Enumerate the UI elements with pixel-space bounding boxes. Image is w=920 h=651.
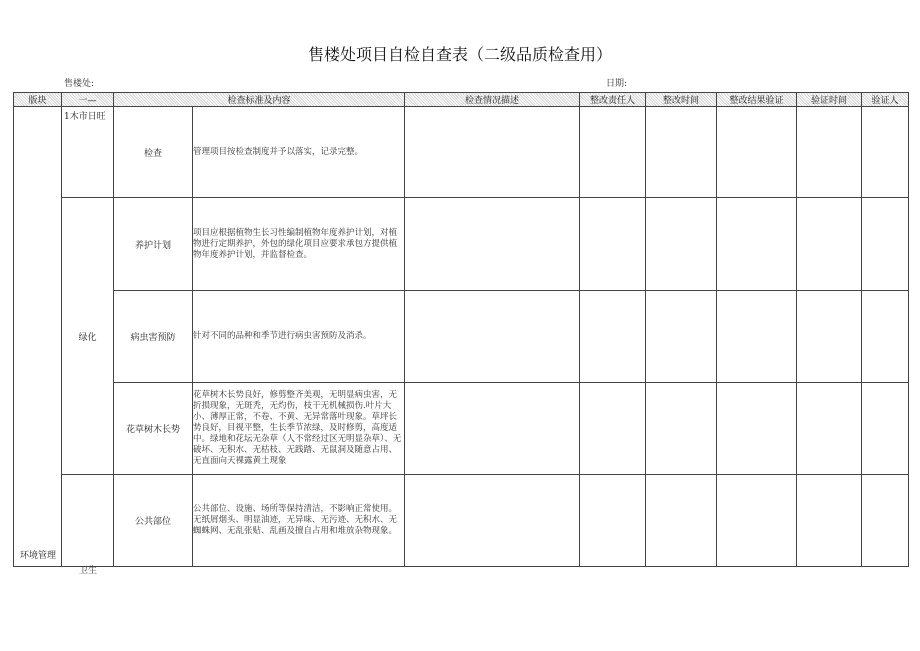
verifier-cell[interactable]: [862, 475, 909, 567]
header-responsible: 整改责任人: [580, 93, 646, 107]
verify-time-cell[interactable]: [797, 198, 862, 291]
result-cell[interactable]: [717, 383, 797, 475]
group-cell-inspection: [62, 107, 114, 198]
header-situation: 检查情况描述: [405, 93, 580, 107]
section-cell: [14, 107, 62, 567]
responsible-cell[interactable]: [580, 198, 646, 291]
header-section: 版块: [14, 93, 62, 107]
table-row: [14, 107, 909, 198]
table-row: [14, 198, 909, 291]
responsible-cell[interactable]: [580, 291, 646, 383]
verify-time-cell[interactable]: [797, 107, 862, 198]
header-result: 整改结果验证: [717, 93, 797, 107]
standard-cell: 花草树木长势良好，修剪整齐美观，无明显病虫害，无折损现象，无斑秃，无灼伤，枝干无机械损伤.叶片大小、薄厚正常，不卷、不黄、无异常落叶现象。草坪长势良好，目视平整，生长季节浓绿，及时修剪，高度适中。绿地和花坛无杂草（人不常经过区无明显杂草）、无破坏、无积水、无枯枝、无践踏、无鼠洞及随意占用、无直面向天裸露黄土现象: [193, 383, 405, 475]
verify-time-cell[interactable]: [797, 475, 862, 567]
result-cell[interactable]: [717, 475, 797, 567]
verify-time-cell[interactable]: [797, 291, 862, 383]
verifier-cell[interactable]: [862, 107, 909, 198]
group-cell-hygiene: [62, 475, 114, 567]
header-row: [14, 93, 909, 107]
responsible-cell[interactable]: [580, 383, 646, 475]
item-cell: 养护计划: [114, 198, 193, 291]
situation-cell[interactable]: [405, 291, 580, 383]
fix-time-cell[interactable]: [646, 383, 717, 475]
page-title: 售楼处项目自检自查表（二级品质检查用）: [307, 45, 612, 64]
situation-cell[interactable]: [405, 198, 580, 291]
situation-cell[interactable]: [405, 107, 580, 198]
item-cell: 检查: [114, 107, 193, 198]
responsible-cell[interactable]: [580, 475, 646, 567]
verify-time-cell[interactable]: [797, 383, 862, 475]
fix-time-cell[interactable]: [646, 107, 717, 198]
standard-cell: 公共部位、设施、场所等保持清洁，不影响正常使用。无纸屑烟头、明显油迹，无异味、无污迹、无积水、无蜘蛛网、无乱张贴、乱画及擅自占用和堆放杂物现象。: [193, 475, 405, 567]
fix-time-cell[interactable]: [646, 475, 717, 567]
result-cell[interactable]: [717, 198, 797, 291]
header-verifier: 验证人: [862, 93, 909, 107]
group-cell-greening: 绿化: [62, 198, 114, 475]
verifier-cell[interactable]: [862, 198, 909, 291]
fix-time-cell[interactable]: [646, 198, 717, 291]
header-standard: 检查标准及内容: [114, 93, 405, 107]
group-name: 1木市日旺: [64, 112, 106, 122]
header-verify-time: 验证时间: [797, 93, 862, 107]
standard-cell: 管理项目按检查制度并予以落实，记录完整。: [193, 107, 405, 198]
responsible-cell[interactable]: [580, 107, 646, 198]
situation-cell[interactable]: [405, 475, 580, 567]
header-fix-time: 整改时间: [646, 93, 717, 107]
situation-cell[interactable]: [405, 383, 580, 475]
sales-office-label: 售楼处:: [64, 79, 95, 89]
group-name-hygiene: 卫生: [79, 566, 98, 576]
date-label: 日期:: [606, 79, 628, 89]
fix-time-cell[interactable]: [646, 291, 717, 383]
verifier-cell[interactable]: [862, 291, 909, 383]
verifier-cell[interactable]: [862, 383, 909, 475]
result-cell[interactable]: [717, 291, 797, 383]
result-cell[interactable]: [717, 107, 797, 198]
item-cell: 花草树木长势: [114, 383, 193, 475]
header-subsection: 一—: [62, 93, 114, 107]
standard-cell: 针对不同的品种和季节进行病虫害预防及消杀。: [193, 291, 405, 383]
section-name: 环境管理: [19, 551, 56, 561]
inspection-table: [13, 92, 909, 567]
table-row: [14, 383, 909, 475]
item-cell: 病虫害预防: [114, 291, 193, 383]
table-row: [14, 475, 909, 567]
table-row: [14, 291, 909, 383]
standard-cell: 项目应根据植物生长习性编制植物年度养护计划，对植物进行定期养护，外包的绿化项目应要求承包方提供植物年度养护计划，并监督检查。: [193, 198, 405, 291]
item-cell: 公共部位: [114, 475, 193, 567]
